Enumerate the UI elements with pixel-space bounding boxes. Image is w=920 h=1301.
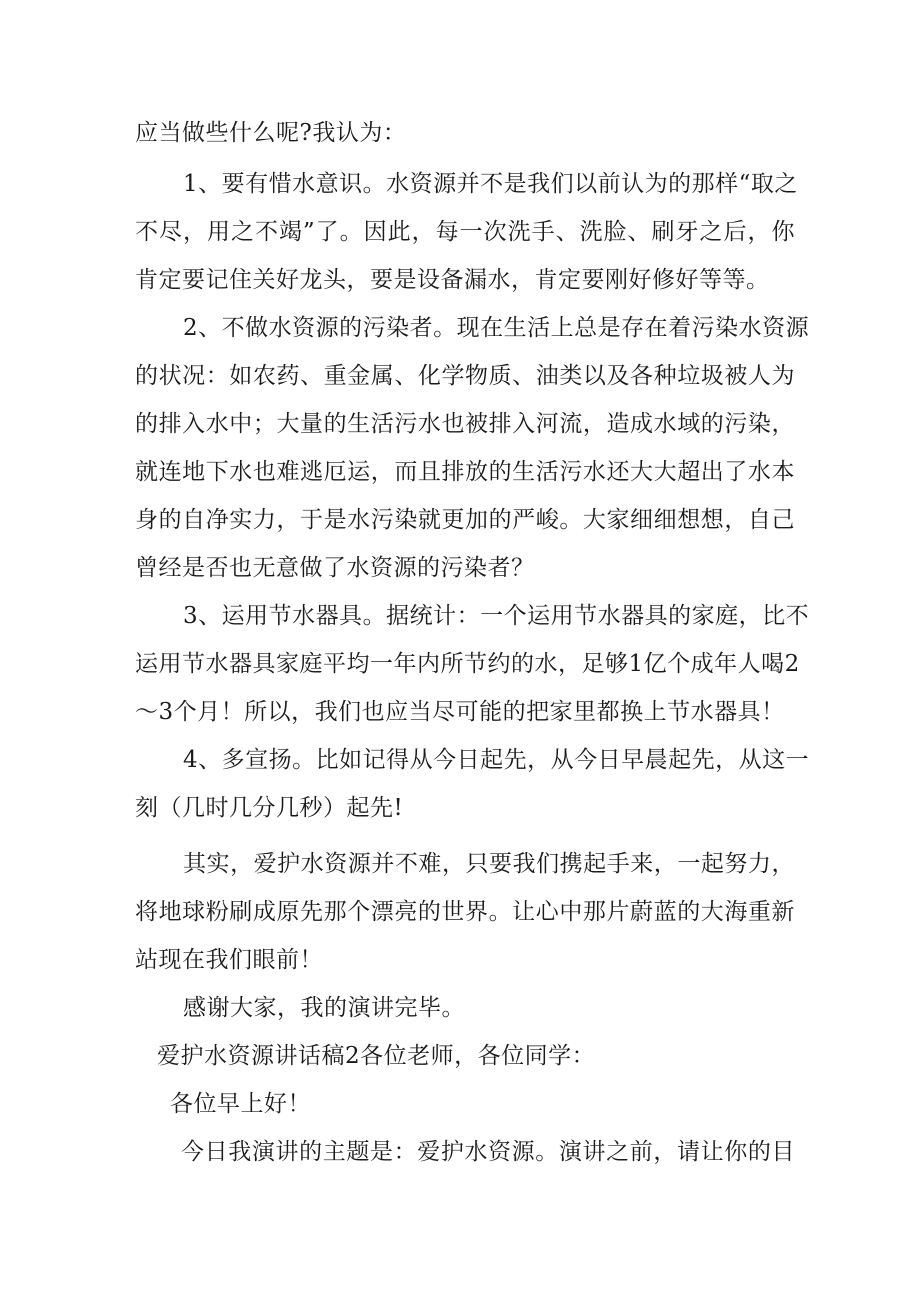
text-line: 感谢大家，我的演讲完毕。: [183, 995, 465, 1021]
text-line: 不尽，用之不竭”了。因此，每一次洗手、洗脸、刷牙之后，你: [135, 219, 795, 245]
text-line: 站现在我们眼前！: [135, 947, 323, 973]
greeting-line: 各位早上好！: [170, 1091, 311, 1117]
text-line: 身的自净实力，于是水污染就更加的严峻。大家细细想想，自己: [135, 507, 795, 533]
text-line: 的排入水中；大量的生活污水也被排入河流，造成水域的污染，: [135, 411, 795, 437]
text-line: 3、运用节水器具。据统计：一个运用节水器具的家庭，比不: [183, 603, 810, 629]
text-line: 其实，爱护水资源并不难，只要我们携起手来，一起努力，: [183, 851, 795, 877]
text-line: 应当做些什么呢?我认为：: [135, 120, 407, 146]
text-line: 将地球粉刷成原先那个漂亮的世界。让心中那片蔚蓝的大海重新: [135, 899, 795, 925]
text-line: 今日我演讲的主题是：爱护水资源。演讲之前，请让你的目: [181, 1139, 795, 1165]
text-line: 肯定要记住关好龙头，要是设备漏水，肯定要刚好修好等等。: [135, 267, 770, 293]
text-line: 刻（几时几分几秒）起先!: [135, 795, 404, 821]
text-line: 1、要有惜水意识。水资源并不是我们以前认为的那样“取之: [183, 171, 798, 197]
text-line: 的状况：如农药、重金属、化学物质、油类以及各种垃圾被人为: [135, 363, 795, 389]
text-line: 运用节水器具家庭平均一年内所节约的水，足够1亿个成年人喝2: [135, 651, 800, 677]
text-line: 2、不做水资源的污染者。现在生活上总是存在着污染水资源: [183, 315, 810, 341]
speech-title-line: 爱护水资源讲话稿2各位老师，各位同学：: [157, 1043, 596, 1069]
text-line: 4、多宣扬。比如记得从今日起先，从今日早晨起先，从这一: [183, 747, 810, 773]
text-line: 就连地下水也难逃厄运，而且排放的生活污水还大大超出了水本: [135, 459, 795, 485]
text-line: 曾经是否也无意做了水资源的污染者？: [135, 555, 535, 581]
text-line: ～3个月！所以，我们也应当尽可能的把家里都换上节水器具！: [135, 699, 785, 725]
